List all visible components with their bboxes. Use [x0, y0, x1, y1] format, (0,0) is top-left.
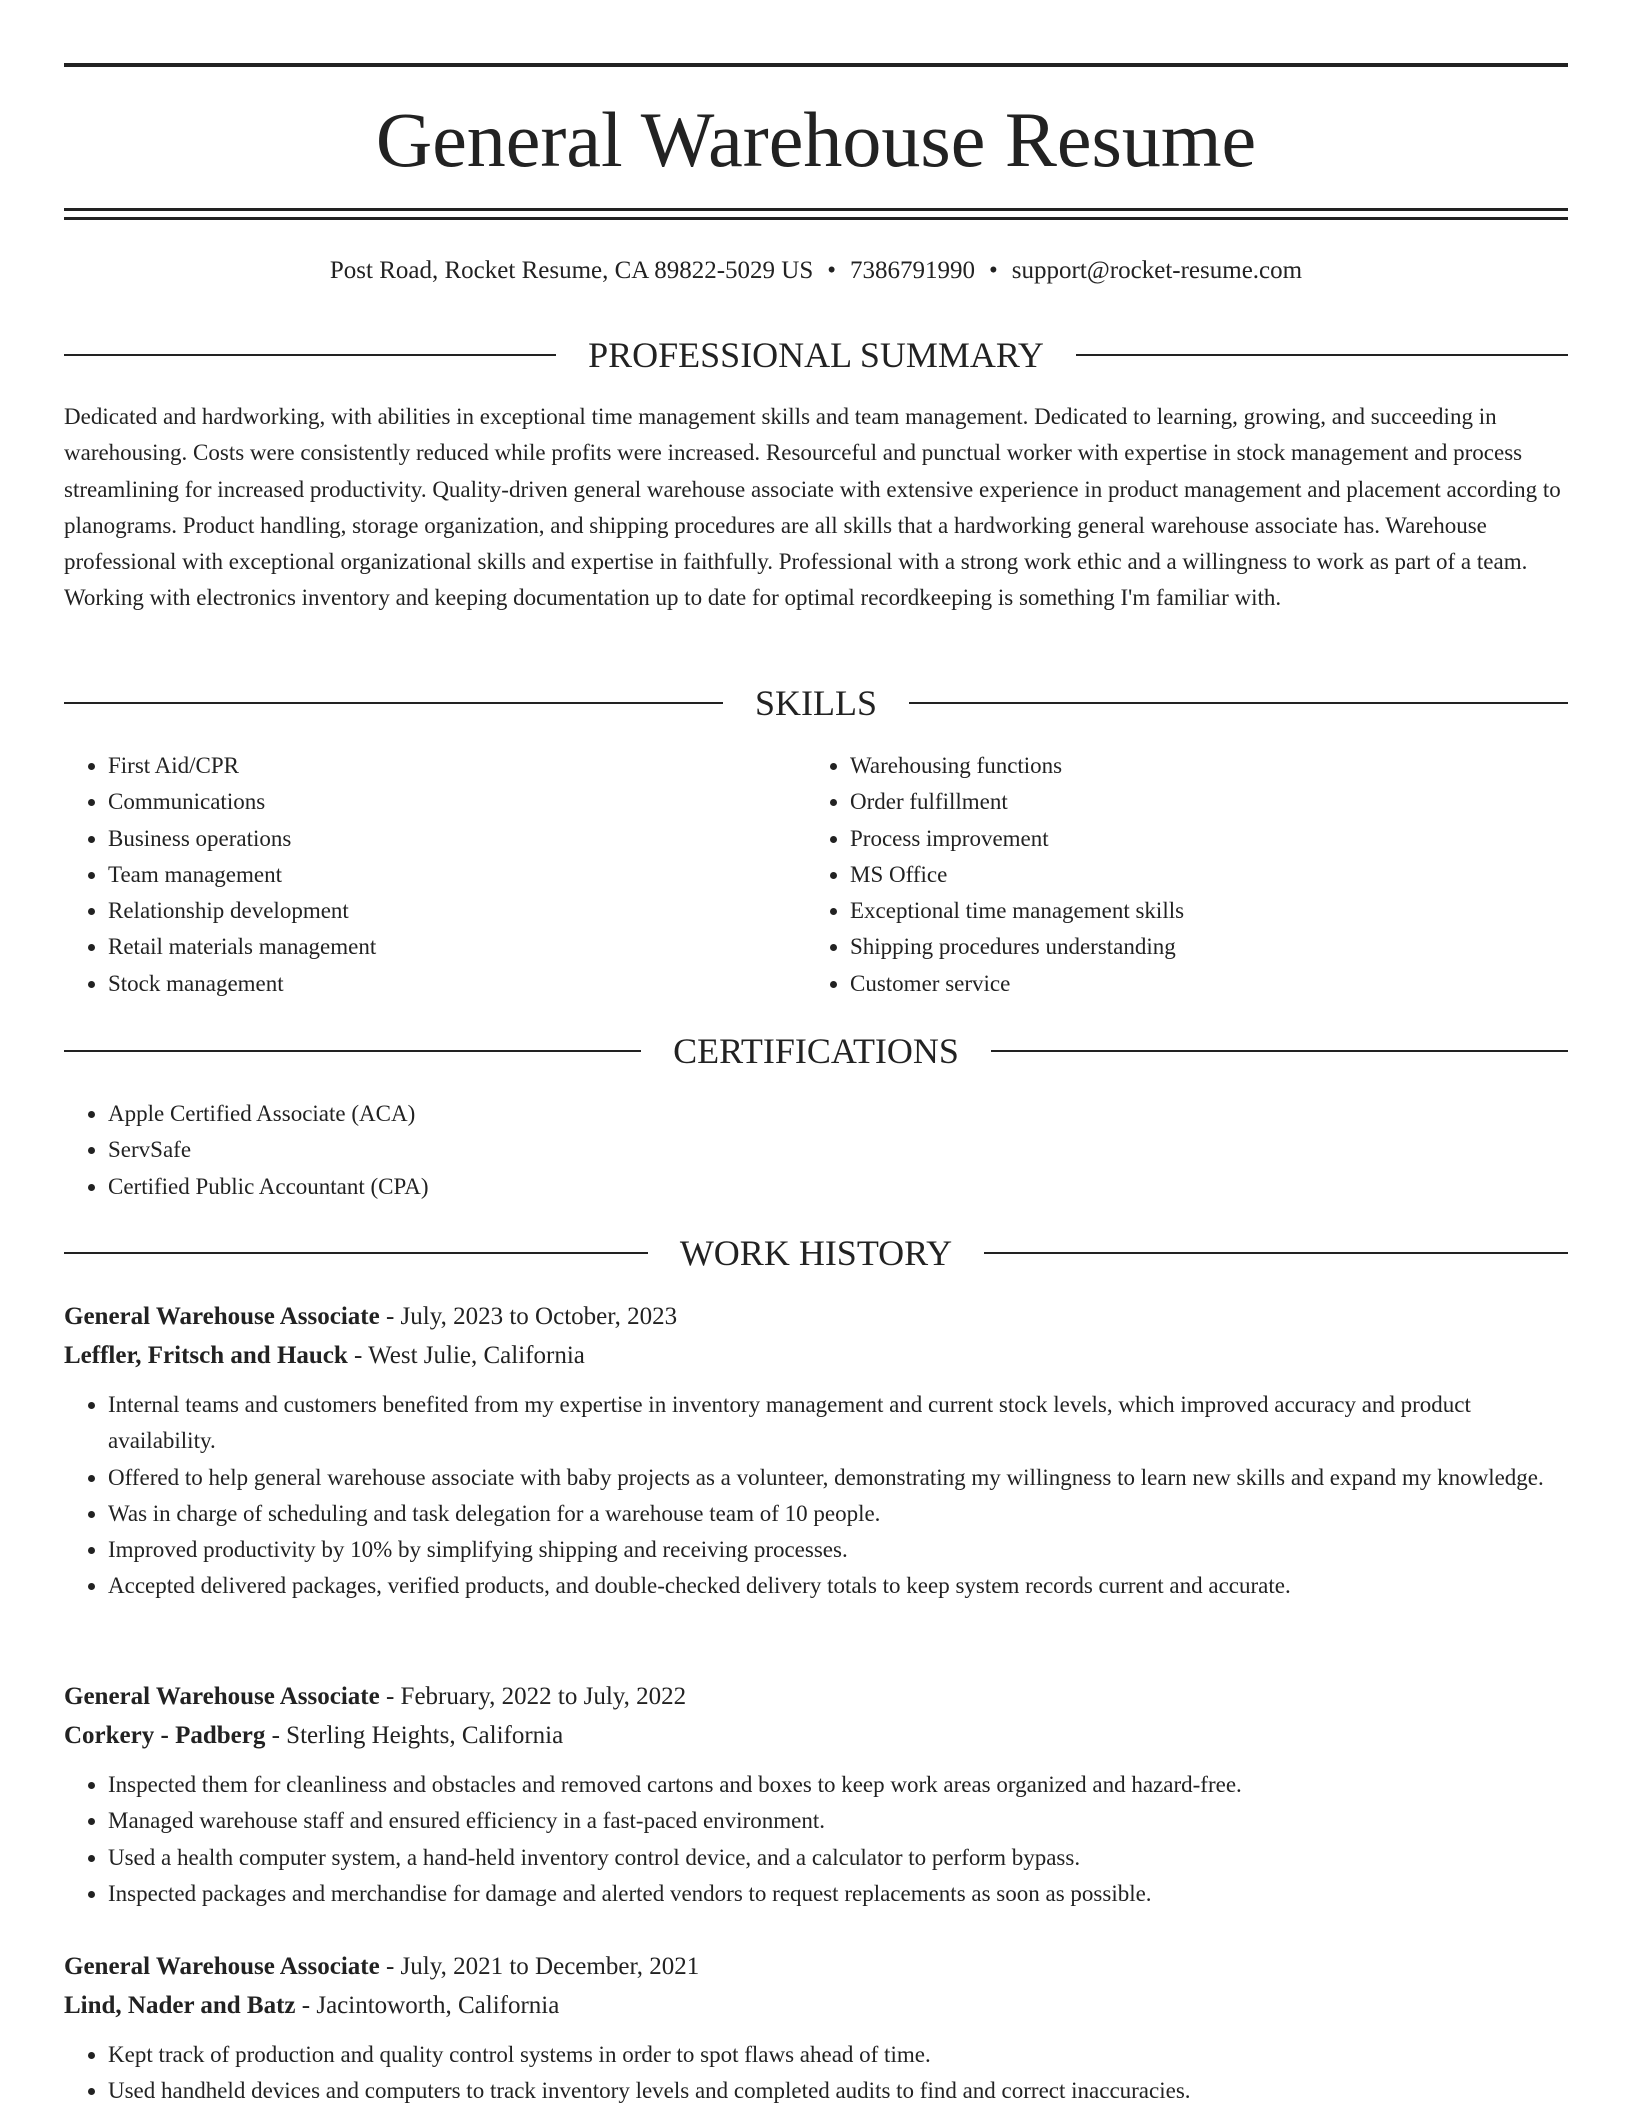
skill-item: • Shipping procedures understanding — [850, 929, 1526, 965]
section-rule — [909, 702, 1568, 704]
contact-email: support@rocket-resume.com — [1011, 257, 1303, 284]
skill-item: • Stock management — [108, 966, 784, 1002]
job-dates: - February, 2022 to July, 2022 — [379, 1683, 687, 1710]
job-entry — [64, 1947, 1568, 2110]
skill-item: • Communications — [108, 784, 784, 820]
section-rule — [64, 354, 556, 356]
contact-phone: 7386791990 — [850, 257, 976, 284]
section-title: CERTIFICATIONS — [673, 1031, 959, 1071]
section-title: SKILLS — [755, 683, 878, 723]
section-header-skills — [64, 681, 1568, 725]
skills-column-left — [64, 748, 784, 1002]
skill-item: • First Aid/CPR — [108, 748, 784, 784]
skill-item: • Exceptional time management skills — [850, 893, 1526, 929]
job-dates: - July, 2023 to October, 2023 — [379, 1303, 678, 1330]
certification-item: • Certified Public Accountant (CPA) — [108, 1169, 428, 1205]
job-entry — [64, 1677, 1568, 1912]
section-title: PROFESSIONAL SUMMARY — [588, 335, 1044, 375]
skill-item: • Retail materials management — [108, 929, 784, 965]
section-rule — [64, 702, 723, 704]
job-company: Corkery - Padberg — [64, 1722, 266, 1749]
skill-item: • Warehousing functions — [850, 748, 1526, 784]
job-location: - West Julie, California — [347, 1342, 585, 1369]
job-bullet: • Used a health computer system, a hand-held inventory control device, and a calculator to perform bypass. — [108, 1840, 1568, 1876]
section-rule — [984, 1252, 1568, 1254]
job-company-line — [64, 1986, 1568, 2025]
certification-list — [64, 1096, 428, 1205]
section-rule — [1076, 354, 1568, 356]
contact-line — [64, 254, 1568, 288]
job-bullet: • Inspected them for cleanliness and obstacles and removed cartons and boxes to keep work areas organized and hazard-free. — [108, 1767, 1568, 1803]
job-title: General Warehouse Associate — [64, 1683, 380, 1710]
skill-item: • Relationship development — [108, 893, 784, 929]
job-bullet: • Kept track of production and quality control systems in order to spot flaws ahead of time. — [108, 2037, 1568, 2073]
job-entry — [64, 1297, 1568, 1605]
job-location: - Jacintoworth, California — [295, 1992, 560, 2019]
section-rule — [991, 1050, 1568, 1052]
certification-item: • Apple Certified Associate (ACA) — [108, 1096, 428, 1132]
skill-item: • Customer service — [850, 966, 1526, 1002]
skills-column-right — [806, 748, 1526, 1002]
skill-item: • Process improvement — [850, 821, 1526, 857]
job-bullet: • Managed warehouse staff and ensured efficiency in a fast-paced environment. — [108, 1803, 1568, 1839]
job-dates: - July, 2021 to December, 2021 — [379, 1953, 700, 1980]
job-title-line — [64, 1947, 1568, 1986]
summary-paragraph: Dedicated and hardworking, with abilities in exceptional time management skills and team management. Dedicated to learning, growing, and succeeding in warehousing. Costs were consistently reduced while profits were increased. Resourceful and punctual worker with expertise in stock management and process streamlining for increased productivity. Quality-driven general warehouse associate with extensive experience in product management and placement according to planograms. Product handling, storage organization, and shipping procedures are all skills that a hardworking general warehouse associate has. Warehouse professional with exceptional organizational skills and expertise in faithfully. Professional with a strong work ethic and a willingness to work as part of a team. Working with electronics inventory and keeping documentation up to date for optimal recordkeeping is something I'm familiar with. — [64, 404, 1561, 611]
job-bullet: • Internal teams and customers benefited from my expertise in inventory management and current stock levels, which improved accuracy and product availability. — [108, 1387, 1568, 1460]
job-bullet: • Accepted delivered packages, verified products, and double-checked delivery totals to keep system records current and accurate. — [108, 1568, 1568, 1604]
section-header-work-history — [64, 1231, 1568, 1275]
job-company: Lind, Nader and Batz — [64, 1992, 296, 2019]
section-title: WORK HISTORY — [679, 1233, 953, 1273]
title-double-rule — [64, 208, 1568, 220]
contact-address: Post Road, Rocket Resume, CA 89822-5029 US — [329, 257, 814, 284]
contact-separator: • — [827, 257, 837, 284]
resume-title: General Warehouse Resume — [375, 96, 1257, 183]
section-header-summary — [64, 333, 1568, 377]
job-location: - Sterling Heights, California — [265, 1722, 564, 1749]
skill-item: • Order fulfillment — [850, 784, 1526, 820]
job-title: General Warehouse Associate — [64, 1303, 380, 1330]
job-title: General Warehouse Associate — [64, 1953, 380, 1980]
job-title-line — [64, 1297, 1568, 1336]
job-bullet: • Used handheld devices and computers to track inventory levels and completed audits to find and correct inaccuracies. — [108, 2073, 1568, 2109]
job-company-line — [64, 1716, 1568, 1755]
section-header-certifications — [64, 1029, 1568, 1073]
job-bullet: • Offered to help general warehouse associate with baby projects as a volunteer, demonstrating my willingness to learn new skills and expand my knowledge. — [108, 1460, 1568, 1496]
skill-item: • Business operations — [108, 821, 784, 857]
job-bullet: • Improved productivity by 10% by simplifying shipping and receiving processes. — [108, 1532, 1568, 1568]
job-company-line — [64, 1336, 1568, 1375]
certification-item: • ServSafe — [108, 1132, 428, 1168]
section-rule — [64, 1252, 648, 1254]
skill-item: • Team management — [108, 857, 784, 893]
contact-separator: • — [989, 257, 998, 284]
top-rule — [64, 63, 1568, 67]
skill-item: • MS Office — [850, 857, 1526, 893]
section-rule — [64, 1050, 641, 1052]
job-bullet: • Inspected packages and merchandise for damage and alerted vendors to request replacements as soon as possible. — [108, 1876, 1568, 1912]
job-bullet: • Was in charge of scheduling and task delegation for a warehouse team of 10 people. — [108, 1496, 1568, 1532]
job-company: Leffler, Fritsch and Hauck — [64, 1342, 348, 1369]
job-title-line — [64, 1677, 1568, 1716]
